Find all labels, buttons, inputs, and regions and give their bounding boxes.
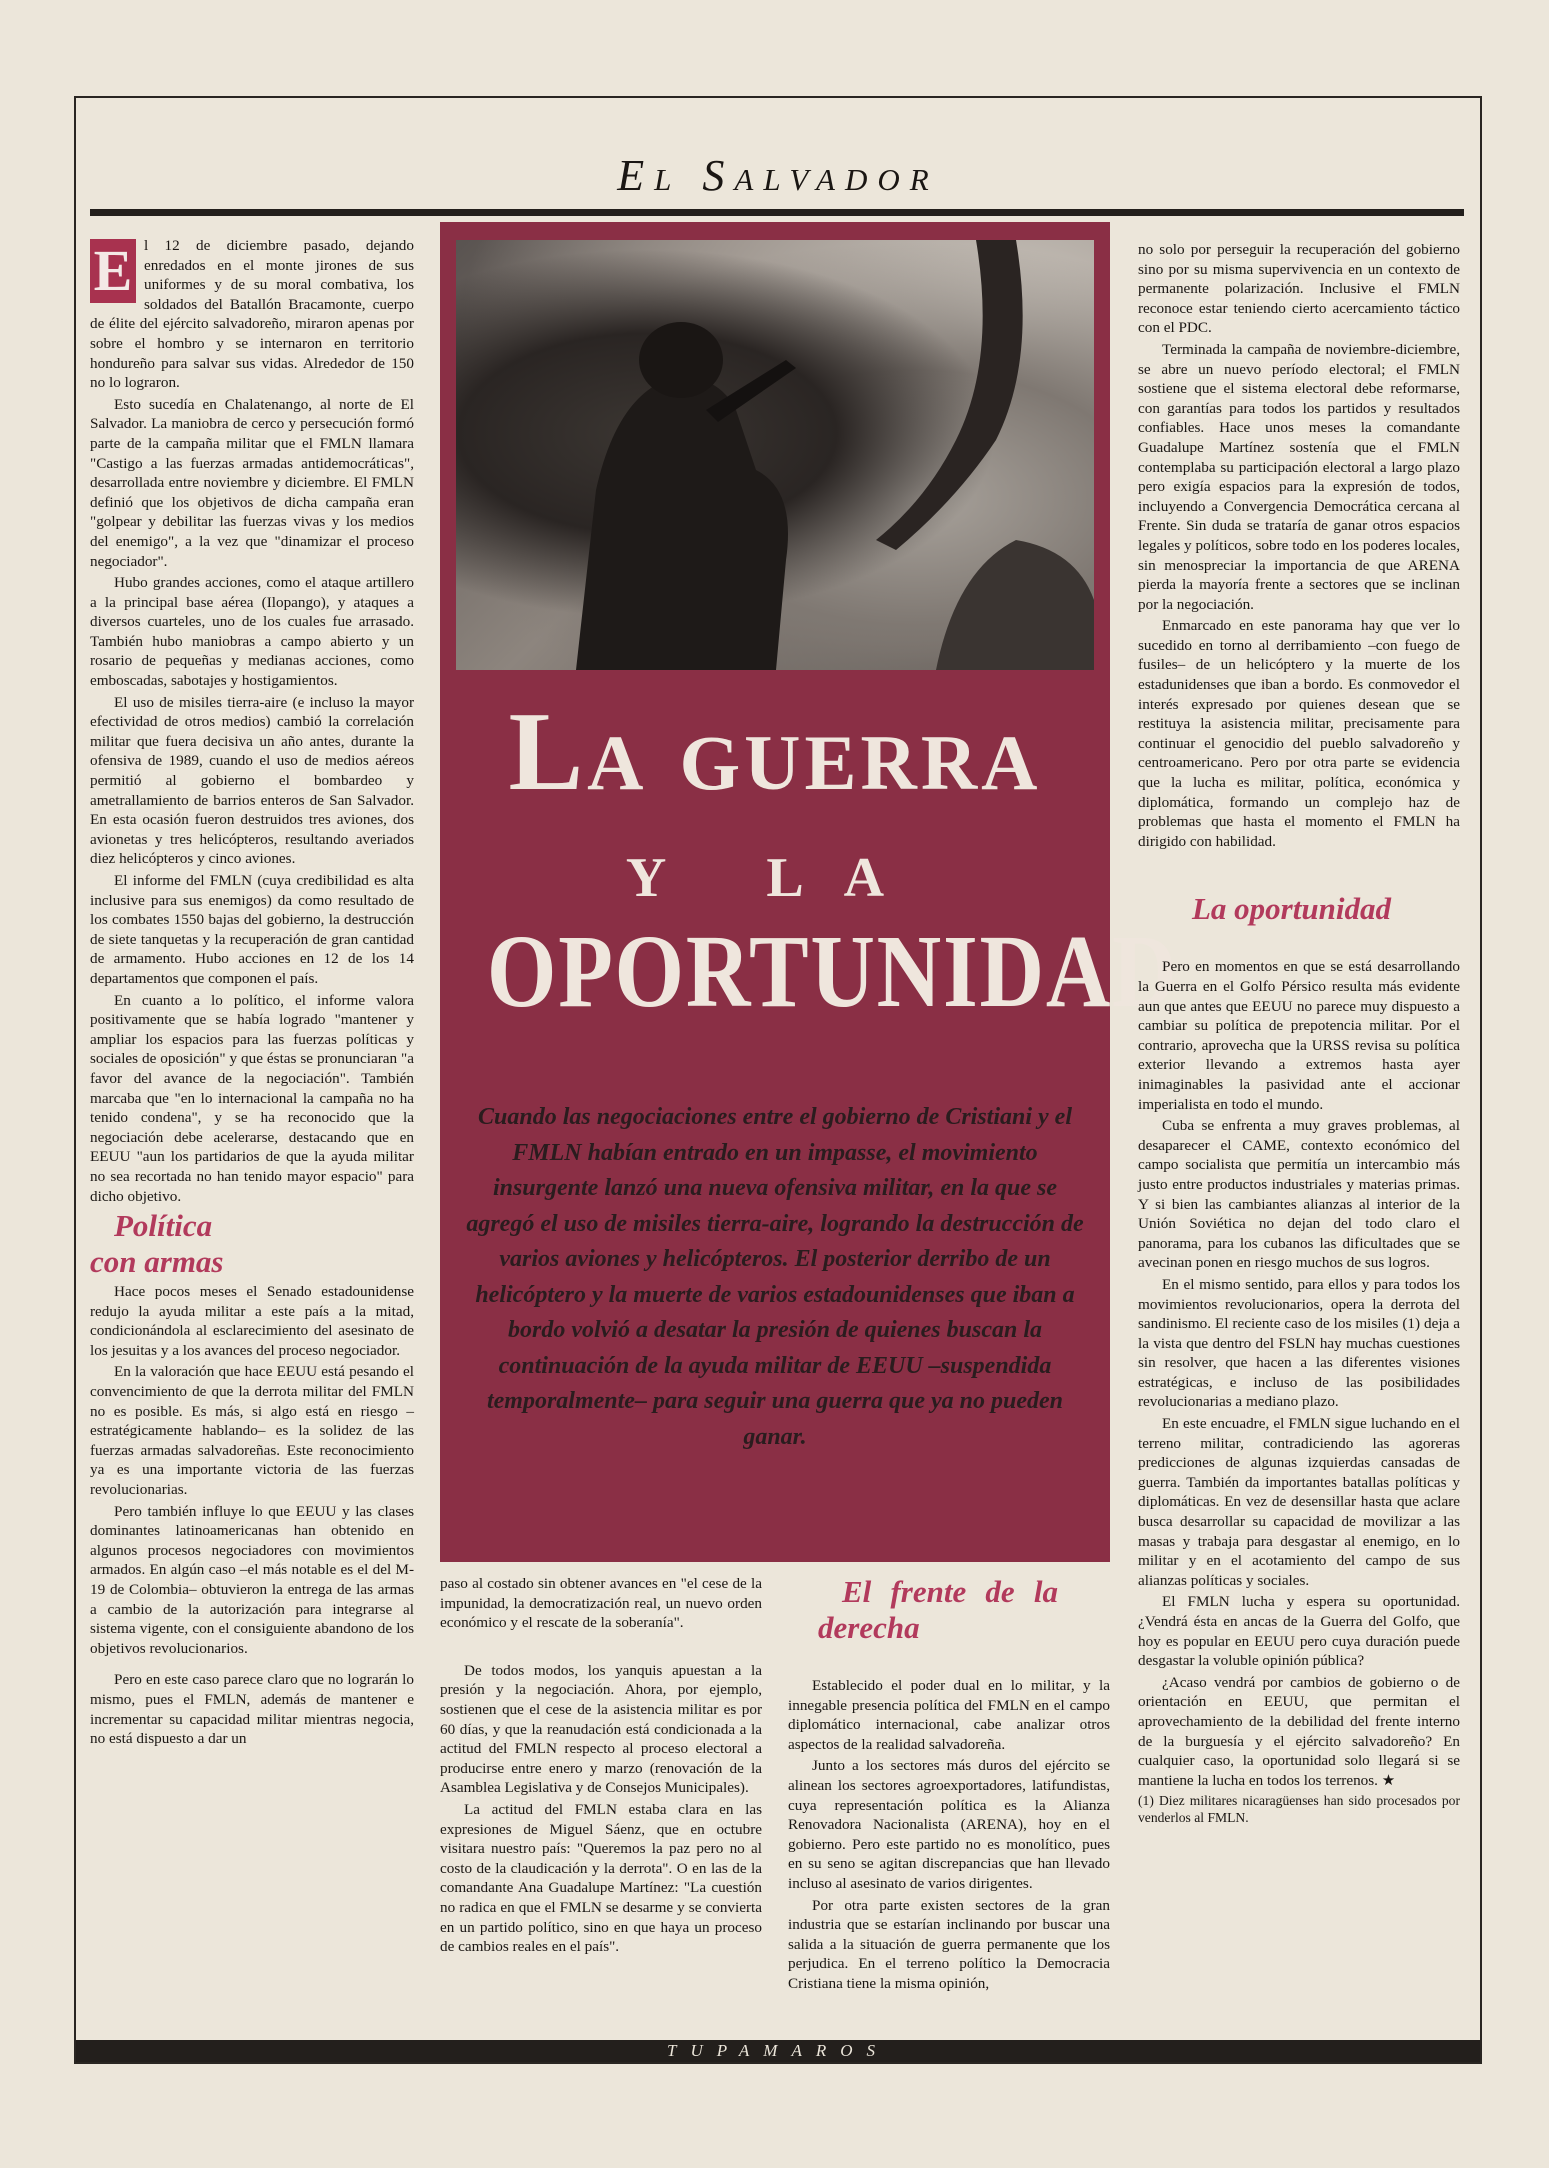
frame-bottom-rule (74, 2062, 1482, 2064)
paragraph: En el mismo sentido, para ellos y para todos los movimientos revolucionarios, opera la derrota del sandinismo. El reciente caso de los misiles (1) deja a la vista que dentro del FSLN hay muchas cuestiones sin resolver, que hacen a las diferentes visiones estratégicas, e incluso de las posibilidades revolucionarias a mediano plazo. (1138, 1275, 1460, 1411)
frame-right-rule (1480, 96, 1482, 2064)
paragraph: En la valoración que hace EEUU está pesando el convencimiento de que la derrota militar del FMLN no es posible. Es más, si algo está en riesgo –estratégicamente hablando– es la solidez de las fuerzas armadas salvadoreñas. Este reconocimiento ya es una importante victoria de las fuerzas revolucionarias. (90, 1363, 414, 1499)
title-rule (90, 209, 1464, 216)
subheading-politica: Política con armas (90, 1208, 224, 1280)
paragraph: E l 12 de diciembre pasado, dejando enredados en el monte jirones de sus uniformes y de su moral combativa, los soldados del Batallón Bracamonte, cuerpo de élite del ejército salvadoreño, miraron apenas por sobre el hombro y se internaron en territorio hondureño para salvar sus vidas. Alrededor de 150 no lo lograron. (90, 237, 414, 392)
paragraph: Cuba se enfrenta a muy graves problemas, al desaparecer el CAME, contexto económico del campo socialista que permitía un intercambio más justo entre productos industriales y materias primas. Y si bien las cambiantes alianzas al interior de la Unión Soviética no dejan del todo claro el panorama, para los cubanos las dificultades que se avecinan ponen en riesgo muchos de sus logros. (1138, 1117, 1460, 1272)
column-2 (440, 1574, 762, 1959)
column-3 (788, 1574, 1110, 1996)
paragraph: Terminada la campaña de noviembre-diciembre, se abre un nuevo período electoral; el FMLN sostiene que el sistema electoral debe reformarse, con garantías para todos los partidos y resultados confiables. Hace unos meses la comandante Guadalupe Martínez sostenía que el FMLN contemplaba su participación electoral a largo plazo pero exigía espacios para la expresión de todos, incluyendo a Convergencia Democrática cercana al Frente. Sin duda se trataría de ganar otros espacios legales y políticos, sobre todo en los poderes locales, sin menospreciar la importancia de que ARENA pierda la mayoría frente a sectores que se inclinan por la negociación. (1138, 340, 1460, 613)
deck-summary: Cuando las negociaciones entre el gobierno de Cristiani y el FMLN habían entrado en un impasse, el movimiento insurgente lanzó una nueva ofensiva militar, en la que se agregó el uso de misiles tierra-aire, logrando la destrucción de varios aviones y helicópteros. El posterior derribo de un helicóptero y la muerte de varios estadounidenses que iban a bordo volvió a desatar la presión de quienes buscan la continuación de la ayuda militar de EEUU –suspendida temporalmente– para seguir una guerra que ya no pueden ganar. (466, 1104, 1084, 1450)
paragraph: Junto a los sectores más duros del ejército se alinean los sectores agroexportadores, latifundistas, cuya representación política es la Alianza Renovadora Nacionalista (ARENA), hoy en el gobierno. Pero este partido no es monolítico, pues en su seno se agitan discrepancias que han llevado incluso al asesinato de varios dirigentes. (788, 1757, 1110, 1892)
paragraph: El FMLN lucha y espera su oportunidad. ¿Vendrá ésta en ancas de la Guerra del Golfo, que hoy es popular en EEUU pero cuya duración puede desgastar la voluble opinión pública? (1138, 1593, 1460, 1670)
footer-publication-name: TUPAMAROS (666, 2041, 889, 2060)
frame-top-rule (74, 96, 1482, 98)
paragraph: De todos modos, los yanquis apuestan a la presión y la negociación. Ahora, por ejemplo, sostienen que el cese de la asistencia militar es por 60 días, y que la reanudación está condicionada a la actitud del FMLN respecto al proceso electoral a producirse entre enero y marzo (renovación de la Asamblea Legislativa y de Consejos Municipales). (440, 1661, 762, 1797)
guerrilla-photo (456, 240, 1094, 670)
paragraph: Hace pocos meses el Senado estadounidense redujo la ayuda militar a este país a la mitad, condicionándola al esclarecimiento del asesinato de los jesuitas y a los avances del proceso negociador. (90, 1283, 414, 1359)
feature-box (440, 222, 1179, 1562)
paragraph: Esto sucedía en Chalatenango, al norte de El Salvador. La maniobra de cerco y persecución formó parte de la campaña militar que el FMLN llamara "Castigo a las fuerzas armadas antidemocráticas", desarrollada entre noviembre y diciembre. El FMLN definió que los objetivos de dicha campaña eran "golpear y debilitar las fuerzas vivas y los medios del enemigo", a la vez que "dinamizar el proceso negociador". (90, 395, 414, 570)
paragraph: En cuanto a lo político, el informe valora positivamente que se había logrado "mantener y ampliar los espacios para las fuerzas políticas y sociales de oposición" y que éstas se pronunciaran "a favor del avance de la negociación". También marcaba que "en lo internacional la campaña no ha tenido condena", y se ha reconocido que la negociación debe acelerarse, destacando que en EEUU "aun los partidarios de que la ayuda militar no sea recortada no han tenido mayor espacio" para dicho objetivo. (90, 991, 414, 1205)
paragraph: no solo por perseguir la recuperación del gobierno sino por su misma supervivencia en un contexto de permanente polarización. Inclusive el FMLN reconoce estar teniendo cierto acercamiento táctico con el PDC. (1138, 241, 1460, 337)
subheading-frente: El frente de la derecha (818, 1574, 1058, 1645)
subheading-oportunidad: La oportunidad (1192, 891, 1391, 927)
paragraph: Enmarcado en este panorama hay que ver lo sucedido en torno al derribamiento –con fuego de fusiles– de un helicóptero y la muerte de los estadunidenses que iban a bordo. Es conmovedor el interés expresado por quienes desean que se restituya la asistencia militar, precisamente para continuar el genocidio del pueblo salvadoreño y centroamericano. Pero por otra parte se evidencia que la lucha es militar, política, económica y diplomática, formando un complejo haz de problemas que hasta el momento el FMLN ha dirigido con habilidad. (1138, 617, 1460, 850)
paragraph: Pero en este caso parece claro que no lograrán lo mismo, pues el FMLN, además de mantener e incrementar su capacidad militar mientras negocia, no está dispuesto a dar un (90, 1671, 414, 1748)
column-4 (1138, 240, 1460, 1828)
frame-left-rule (74, 96, 76, 2064)
section-title: El Salvador (617, 151, 939, 200)
paragraph: Establecido el poder dual en lo militar, y la innegable presencia política del FMLN en el campo diplomático internacional, cabe analizar otros aspectos de la realidad salvadoreña. (788, 1677, 1110, 1753)
footnote: (1) Diez militares nicaragüenses han sido procesados por venderlos al FMLN. (1138, 1793, 1460, 1826)
paragraph: Por otra parte existen sectores de la gran industria que se estarían inclinando por buscar una salida a la situación de guerra permanente que los perjudica. En el terreno político la Democracia Cristiana tiene la misma opinión, (788, 1896, 1110, 1992)
paragraph: ¿Acaso vendrá por cambios de gobierno o de orientación en EEUU, que permitan el aprovechamiento de la debilidad del frente interno de la burguesía y el ejército salvadoreño? En cualquier caso, la oportunidad solo llegará si se mantiene la lucha en todos los terrenos. ★ (1138, 1673, 1460, 1789)
paragraph: El informe del FMLN (cuya credibilidad es alta inclusive para sus enemigos) da como resultado de los combates 1550 bajas del gobierno, la destrucción de siete tanquetas y la recuperación de gran cantidad de armamento. Hubo acciones en 12 de los 14 departamentos que componen el país. (90, 872, 414, 987)
headline-line-3: OPORTUNIDAD (486, 914, 1179, 1029)
paragraph: El uso de misiles tierra-aire (e incluso la mayor efectividad de otros medios) cambió la correlación militar que fuera decisiva un año antes, durante la ofensiva de 1989, cuando el uso de medios aéreos permitió al gobierno el bombardeo y ametrallamiento de barrios enteros de San Salvador. En esta ocasión fueron destruidos tres aviones, dos avionetas y tres helicópteros, resultando averiados diez helicópteros y cinco aviones. (90, 693, 414, 868)
paragraph: Hubo grandes acciones, como el ataque artillero a la principal base aérea (Ilopango), y ataques a diversos cuarteles, uno de los cuales fue arrasado. También hubo maniobras a campo abierto y un rosario de pequeñas y medianas acciones, como emboscadas, sabotajes y hostigamientos. (90, 574, 414, 690)
headline-line-1: La guerra (508, 690, 1042, 814)
paragraph: Pero también influye lo que EEUU y las clases dominantes latinoamericanas han obtenido en algunos procesos negociadores con movimientos armados. En algún caso –el más notable es el del M-19 de Colombia– obtuvieron la entrega de las armas a cambio de la autorización para integrarse al sistema vigente, con el consiguiente abandono de los objetivos revolucionarios. (90, 1502, 414, 1657)
paragraph: En este encuadre, el FMLN sigue luchando en el terreno militar, contradiciendo las agoreras predicciones de algunas izquierdas cansadas de guerra. También da importantes batallas políticas y diplomáticas. En vez de desensillar hasta que aclare busca desarrollar su capacidad de movilizar a las masas y trabaja para desgastar al enemigo, en lo militar y en el acotamiento del campo de sus alianzas políticas y sociales. (1138, 1415, 1460, 1589)
paragraph: Pero en momentos en que se está desarrollando la Guerra en el Golfo Pérsico resulta más evidente aun que antes que EEUU no parece muy dispuesto a cambiar su política de prepotencia militar. Por el contrario, aprovecha que la URSS revisa su política exterior llevando a extremos hasta ayer inimaginables la pasividad ante el accionar imperialista en todo el mundo. (1138, 958, 1460, 1113)
headline-line-2: y la (625, 826, 925, 914)
paragraph: paso al costado sin obtener avances en "el cese de la impunidad, la democratización real, un nuevo orden económico y el rescate de la soberanía". (440, 1575, 762, 1632)
paragraph: La actitud del FMLN estaba clara en las expresiones de Miguel Sáenz, que en octubre visitara nuestro país: "Queremos la paz pero no al costo de la claudicación y la derrota". O en las de la comandante Ana Guadalupe Martínez: "La cuestión no radica en que el FMLN se desarme y se convierta en un partido político, sino en que haya un proceso de cambios reales en el país". (440, 1800, 762, 1956)
column-1 (90, 236, 414, 1751)
drop-cap: E (90, 239, 136, 303)
